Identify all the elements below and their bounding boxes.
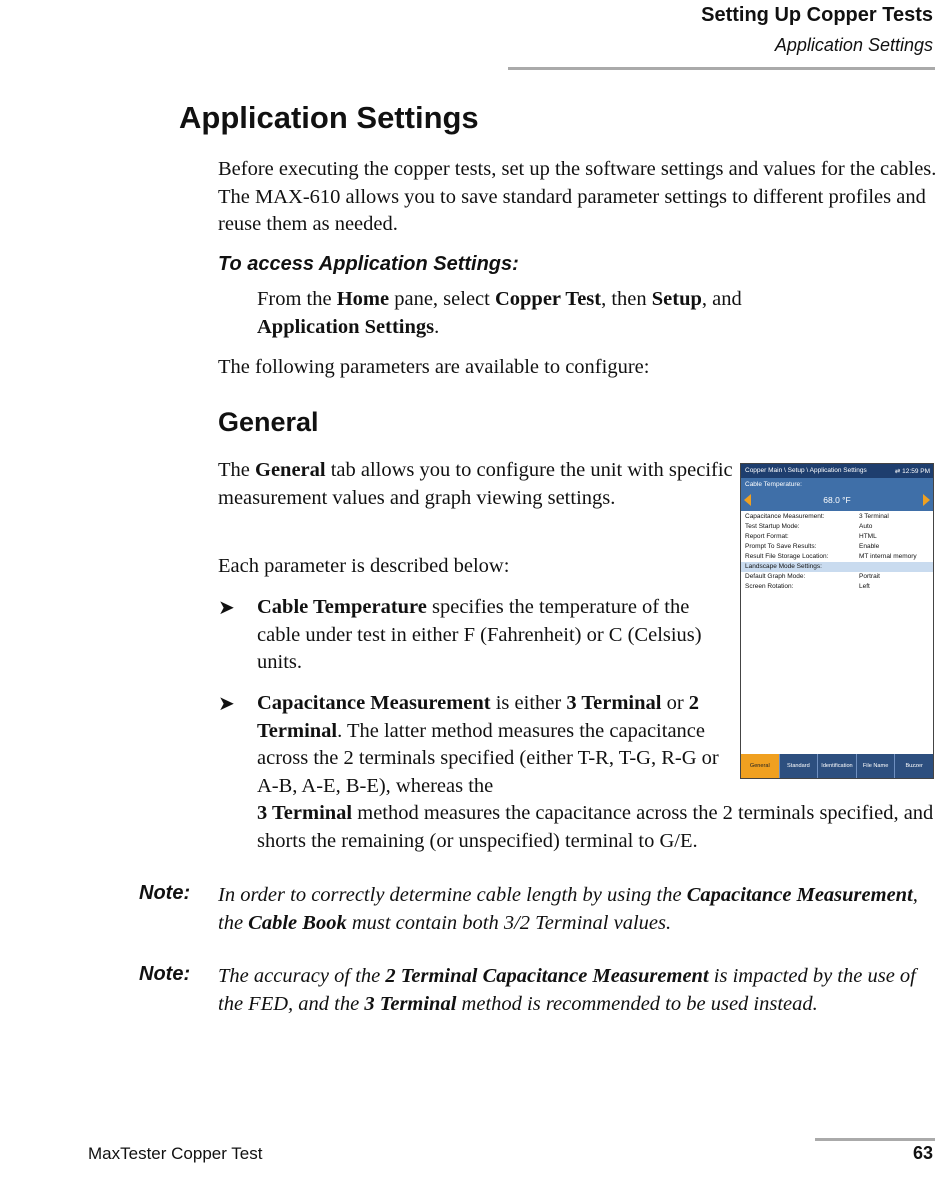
settings-row-label: Report Format: — [745, 533, 789, 540]
parameters-intro: The following parameters are available to configure: — [218, 356, 650, 378]
home-term: Home — [336, 288, 390, 310]
settings-row-value: Enable — [859, 543, 880, 550]
page-title: Application Settings — [179, 100, 479, 135]
tab-standard[interactable]: Standard — [779, 754, 818, 778]
settings-row[interactable] — [741, 542, 933, 552]
application-settings-term: Application Settings — [257, 315, 435, 338]
bullet-capacitance-continuation: 3 Terminal method measures the capacitance across the 2 terminals specified, and shorts the remaining (or unspecified) terminal to G/E. — [257, 802, 934, 852]
settings-row[interactable] — [741, 562, 933, 572]
settings-row-value: Portrait — [859, 573, 880, 580]
settings-row-value: Left — [859, 583, 870, 590]
settings-row-value: 3 Terminal — [859, 513, 889, 520]
arrow-right-icon[interactable] — [923, 494, 930, 506]
settings-row[interactable] — [741, 512, 933, 522]
settings-row-value: HTML — [859, 533, 877, 540]
footer-rule — [815, 1138, 935, 1141]
settings-row[interactable] — [741, 532, 933, 542]
bullet-capacitance-measurement: Capacitance Measurement is either 3 Terminal or 2 Terminal. The latter method measures the capacitance across the 2 terminals specified (either T-R, T-G, R-G or A-B, A-E, B-E), whereas the — [257, 692, 719, 797]
settings-row-label: Landscape Mode Settings: — [745, 563, 822, 570]
settings-row-value: Auto — [859, 523, 873, 530]
settings-list — [741, 512, 933, 592]
header-rule — [508, 67, 935, 70]
note-text: In order to correctly determine cable length by using the Capacitance Measurement, the Cable Book must contain both 3/2 Terminal values. — [218, 884, 918, 934]
settings-row-label: Default Graph Mode: — [745, 573, 806, 580]
settings-row[interactable] — [741, 582, 933, 592]
running-header-chapter: Setting Up Copper Tests — [701, 4, 933, 26]
cable-temperature-value: 68.0 °F — [823, 495, 851, 505]
running-header-section: Application Settings — [774, 35, 933, 55]
copper-test-term: Copper Test — [494, 288, 602, 310]
general-description: The General tab allows you to configure the unit with specific measurement values and graph viewing settings. — [218, 459, 733, 509]
device-tab-bar — [741, 754, 933, 778]
settings-row-label: Result File Storage Location: — [745, 553, 829, 560]
tab-file-name[interactable]: File Name — [856, 754, 895, 778]
device-title-bar — [741, 464, 933, 478]
setup-term: Setup — [651, 288, 702, 310]
settings-row-label: Prompt To Save Results: — [745, 543, 817, 550]
device-screenshot — [740, 463, 934, 779]
settings-row[interactable] — [741, 552, 933, 562]
tab-general[interactable]: General — [741, 754, 779, 778]
settings-row-label: Test Startup Mode: — [745, 523, 800, 530]
device-breadcrumb: Copper Main \ Setup \ Application Settings — [745, 467, 867, 474]
settings-row-value: MT internal memory — [859, 553, 917, 560]
settings-row-label: Capacitance Measurement: — [745, 513, 825, 520]
bullet-cable-temperature: Cable Temperature specifies the temperature of the cable under test in either F (Fahrenheit) or C (Celsius) units. — [257, 596, 702, 673]
tab-identification[interactable]: Identification — [817, 754, 856, 778]
bullet-arrow-icon: ➤ — [218, 693, 235, 715]
cable-temperature-label: Cable Temperature: — [745, 481, 802, 488]
cable-temperature-control — [741, 478, 933, 511]
each-parameter-text: Each parameter is described below: — [218, 555, 510, 577]
bullet-arrow-icon: ➤ — [218, 597, 235, 619]
settings-row[interactable] — [741, 572, 933, 582]
tab-buzzer[interactable]: Buzzer — [894, 754, 933, 778]
section-heading-general: General — [218, 407, 319, 437]
procedure-heading: To access Application Settings: — [218, 253, 519, 275]
page-number: 63 — [912, 1143, 933, 1163]
procedure-step: From the Home pane, select Copper Test, then Setup, and Application Settings. — [257, 288, 742, 338]
note-label: Note: — [139, 963, 191, 985]
settings-row-label: Screen Rotation: — [745, 583, 794, 590]
note-label: Note: — [139, 882, 191, 904]
note-text: The accuracy of the 2 Terminal Capacitance Measurement is impacted by the use of the FED, and the 3 Terminal method is recommended to be used instead. — [218, 965, 916, 1015]
device-clock: ⇄ 12:59 PM — [894, 468, 930, 475]
settings-row[interactable] — [741, 522, 933, 532]
intro-paragraph: Before executing the copper tests, set up the software settings and values for the cables. The MAX-610 allows you to save standard parameter settings to different profiles and reuse them as needed. — [218, 158, 937, 235]
footer-title: MaxTester Copper Test — [88, 1144, 263, 1163]
